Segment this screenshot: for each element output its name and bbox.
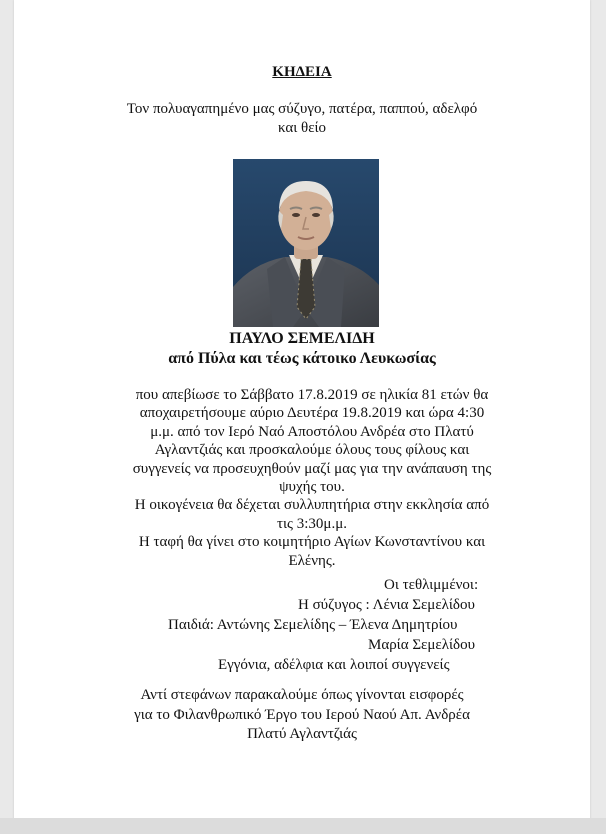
portrait-photo <box>233 159 379 327</box>
funeral-notice-page <box>14 0 590 830</box>
mourner-line: Εγγόνια, αδέλφια και λοιποί συγγενείς <box>218 657 450 673</box>
mourner-line: Παιδιά: Αντώνης Σεμελίδης – Έλενα Δημητρίου <box>168 617 458 633</box>
intro-line: και θείο <box>277 120 327 136</box>
body-line: ψυχής του. <box>279 479 345 496</box>
closing-line: Πλατύ Αγλαντζιάς <box>247 726 357 743</box>
notice-body <box>58 386 566 570</box>
body-line: Η ταφή θα γίνει στο κοιμητήριο Αγίων Κωνσταντίνου και <box>138 534 486 551</box>
body-line: τις 3:30μ.μ. <box>276 515 347 532</box>
closing-text <box>14 686 590 745</box>
intro-line: Τον πολυαγαπημένο μας σύζυγο, πατέρα, παππού, αδελφό <box>126 101 478 117</box>
bottom-edge <box>0 818 606 834</box>
closing-line: για το Φιλανθρωπικό Έργο του Ιερού Ναού Απ. Ανδρέα <box>134 706 470 723</box>
body-line: που απεβίωσε το Σάββατο 17.8.2019 σε ηλικία 81 ετών θα <box>135 387 489 403</box>
body-line: Ελένης. <box>288 552 336 569</box>
body-line: Αγλαντζιάς και προσκαλούμε όλους τους φίλους και <box>154 442 470 459</box>
closing-line: Αντί στεφάνων παρακαλούμε όπως γίνονται εισφορές <box>140 687 464 703</box>
mourners-label: Οι τεθλιμμένοι: <box>384 577 479 593</box>
body-line: αποχαιρετήσουμε αύριο Δευτέρα 19.8.2019 και ώρα 4:30 <box>139 405 485 422</box>
body-line: συγγενείς να προσευχηθούν μαζί μας για την ανάπαυση της <box>132 460 492 477</box>
body-line: μ.μ. από τον Ιερό Ναό Αποστόλου Ανδρέα στο Πλατύ <box>150 423 474 440</box>
intro-text <box>14 100 590 138</box>
portrait-illustration <box>233 159 379 327</box>
mourner-line: Μαρία Σεμελίδου <box>368 637 475 653</box>
deceased-origin: από Πύλα και τέως κάτοικο Λευκωσίας <box>168 350 436 367</box>
notice-heading: ΚΗΔΕΙΑ <box>272 64 332 80</box>
deceased-name: ΠΑΥΛΟ ΣΕΜΕΛΙΔΗ <box>229 330 375 347</box>
body-line: Η οικογένεια θα δέχεται συλλυπητήρια στην εκκλησία από <box>134 497 490 514</box>
mourner-line: Η σύζυγος : Λένια Σεμελίδου <box>298 597 475 613</box>
